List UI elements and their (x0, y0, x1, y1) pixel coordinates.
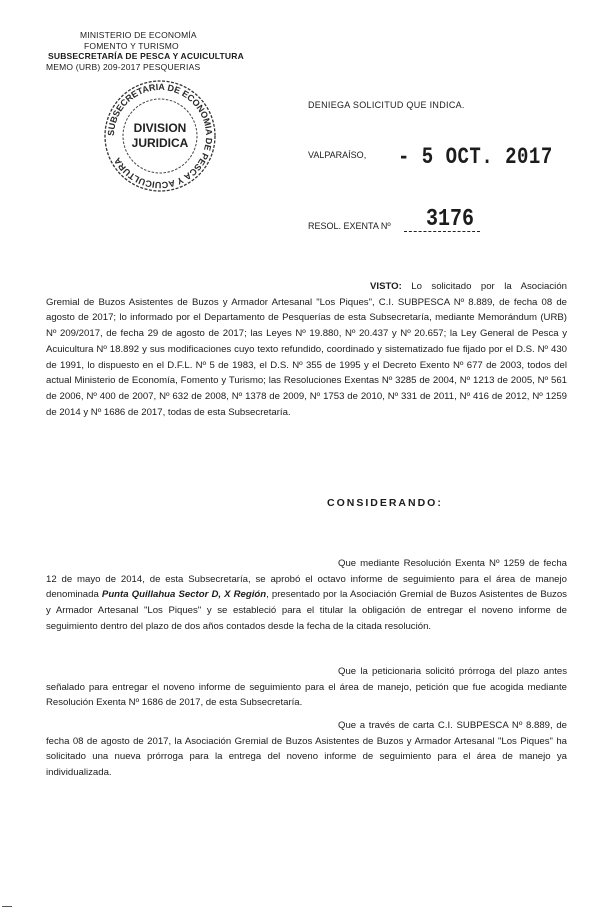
visto-text: Lo solicitado por la Asociación Gremial de Buzos Asistentes de Buzos y Armador Artesanal "Los Piques", C.I. SUBPESCA Nº 8.889, de fecha 08 de agosto de 2017; lo informado por el Departamento de Pesquerías de esta Subsecretaría, mediante Memorándum (URB) Nº 209/2017, de fecha 29 de agosto de 2017; las Leyes Nº 19.880, Nº 20.437 y Nº 20.657; la Ley General de Pesca y Acuicultura Nº 18.892 y sus modificaciones cuyo texto refundido, coordinado y sistematizado fue fijado por el D.S. Nº 430 de 1991, lo dispuesto en el D.F.L. Nº 5 de 1983, el D.S. Nº 355 de 1995 y el Decreto Exento Nº 677 de 2003, todos del actual Ministerio de Economía, Fomento y Turismo; las Resoluciones Exentas Nº 3285 de 2004, Nº 1213 de 2005, Nº 561 de 2006, Nº 400 de 2007, Nº 632 de 2008, Nº 1378 de 2009, Nº 1753 de 2010, Nº 331 de 2011, Nº 416 de 2012, Nº 1259 de 2014 y Nº 1686 de 2017, todas de esta Subsecretaría. (46, 281, 567, 418)
p1-area-name: Punta Quillahua Sector D, X Región (101, 589, 267, 601)
considerando-paragraph-3: Que a través de carta C.I. SUBPESCA Nº 8.889, de fecha 08 de agosto de 2017, la Asociación Gremial de Buzos Asistentes de Buzos y Armador Artesanal "Los Piques" ha solicitado una nueva prórroga para la entrega del noveno informe de seguimiento para el área de manejo ya individualizada. (46, 720, 567, 779)
visto-label: VISTO: (370, 281, 402, 292)
resolution-number: 3176 (426, 206, 475, 234)
page-edge-mark (2, 906, 12, 911)
visto-paragraph (46, 279, 567, 420)
considerando-paragraph-2: Que la peticionaria solicitó prórroga del plazo antes señalado para entregar el noveno informe de seguimiento para el área de manejo, petición que fue acogida mediante Resolución Exenta Nº 1686 de 2017, de esta Subsecretaría. (46, 666, 567, 709)
letterhead (46, 30, 246, 72)
stamp-division-text: DIVISION (133, 121, 187, 135)
resolution-label: RESOL. EXENTA Nº (308, 221, 391, 231)
subsecretaria-line: SUBSECRETARÍA DE PESCA Y ACUICULTURA (48, 51, 244, 61)
memo-reference: MEMO (URB) 209-2017 PESQUERIAS (46, 61, 201, 72)
p1-text-b: , presentado por la Asociación Gremial de Buzos Asistentes de Buzos y Armador Artesanal "Los Piques" y se estableció para el titular la obligación de entregar el noveno informe de seguimiento dentro del plazo de dos años contados desde la fecha de la citada resolución. (46, 589, 567, 632)
place-label: VALPARAÍSO, (308, 150, 367, 160)
considerando-heading: CONSIDERANDO: (327, 497, 443, 509)
p1-text-a: Que mediante Resolución Exenta Nº 1259 de fecha 12 de mayo de 2014, de esta Subsecretaría, se aprobó el octavo informe de seguimiento para el área de manejo denominada (46, 558, 567, 601)
date-stamp: - 5 OCT. 2017 (398, 144, 553, 171)
document-title: DENIEGA SOLICITUD QUE INDICA. (308, 100, 465, 110)
considerando-paragraph-1 (46, 556, 567, 635)
stamp-ring-text: SUBSECRETARIA DE ECONOMIA DE PESCA Y ACUICULTURA (105, 81, 215, 191)
ministry-line: MINISTERIO DE ECONOMÍA (80, 30, 197, 40)
division-juridica-stamp (98, 74, 222, 198)
stamp-juridica-text: JURIDICA (131, 136, 189, 150)
ministry-subline: FOMENTO Y TURISMO (84, 40, 179, 51)
